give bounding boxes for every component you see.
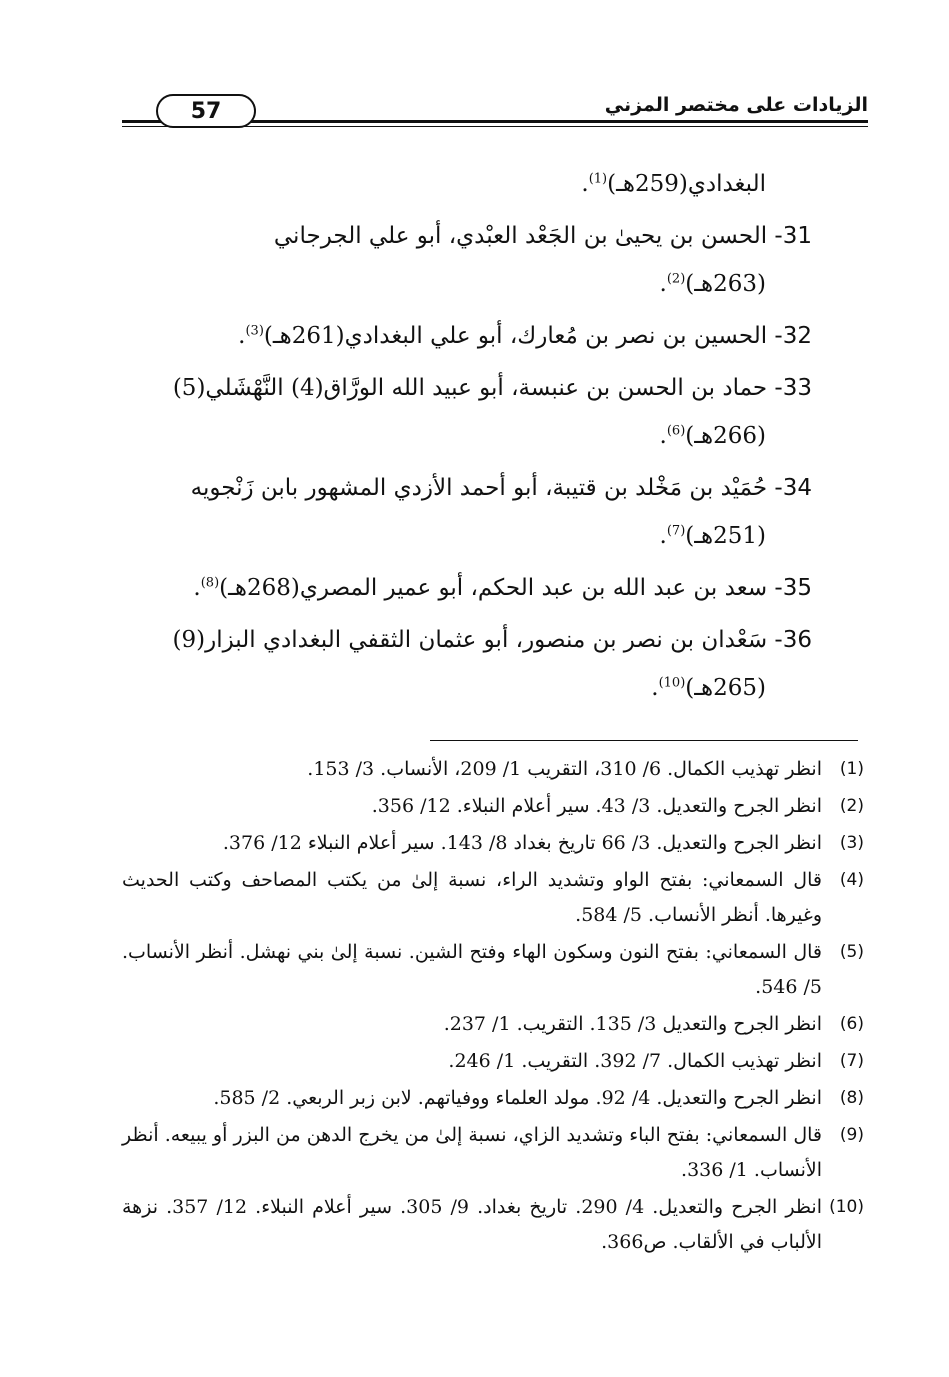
entry-36: 36- سَعْدان بن نصر بن منصور، أبو عثمان الثقفي البغدادي البزار(9) (265هـ)$^{(10)}$. bbox=[172, 627, 812, 701]
footnote-3: (3) انظر الجرح والتعديل. 3/ 66 تاريخ بغداد 8/ 143. سير أعلام النبلاء 12/ 376. bbox=[222, 832, 864, 854]
footnote-4: (4) قال السمعاني: بفتح الواو وتشديد الراء، نسبة إلىٰ من يكتب المصاحف وكتب الحديث وغيرها. أنظر الأنساب. 5/ 584. bbox=[122, 869, 864, 926]
entry-continuation: البغدادي(259هـ)$^{(1)}$. bbox=[581, 171, 766, 197]
footnote-10: (10) انظر الجرح والتعديل. 4/ 290. تاريخ بغداد. 9/ 305. سير أعلام النبلاء. 12/ 357. نزهة الألباب في الألقاب. ص366. bbox=[122, 1196, 864, 1253]
footnote-1: (1) انظر تهذيب الكمال. 6/ 310، التقريب 1/ 209، الأنساب. 3/ 153. bbox=[307, 758, 864, 780]
entry-33: 33- حماد بن الحسن بن عنبسة، أبو عبيد الله الورَّاق(4) النَّهْشَلي(5) (266هـ)$^{(6)}$. bbox=[172, 375, 812, 449]
entry-35: 35- سعد بن عبد الله بن عبد الحكم، أبو عمير المصري(268هـ)$^{(8)}$. bbox=[193, 575, 812, 601]
footnote-divider bbox=[430, 740, 858, 741]
footnote-8: (8) انظر الجرح والتعديل. 4/ 92. مولد العلماء ووفياتهم. لابن زبر الربعي. 2/ 585. bbox=[213, 1087, 864, 1109]
footnotes bbox=[122, 752, 864, 1262]
main-text bbox=[122, 160, 812, 716]
entry-31: 31- الحسن بن يحيىٰ بن الجَعْد العبْدي، أبو علي الجرجاني (263هـ)$^{(2)}$. bbox=[273, 223, 812, 297]
page-number: 57 bbox=[156, 94, 256, 128]
entry-34: 34- حُمَيْد بن مَخْلد بن قتيبة، أبو أحمد الأزدي المشهور بابن زَنْجويه (251هـ)$^{(7)}$. bbox=[190, 475, 812, 549]
page-header bbox=[122, 92, 868, 132]
entry-32: 32- الحسين بن نصر بن مُعارك، أبو علي البغدادي(261هـ)$^{(3)}$. bbox=[238, 323, 812, 349]
footnote-6: (6) انظر الجرح والتعديل 3/ 135. التقريب. 1/ 237. bbox=[443, 1013, 864, 1035]
footnote-2: (2) انظر الجرح والتعديل. 3/ 43. سير أعلام النبلاء. 12/ 356. bbox=[371, 795, 864, 817]
footnote-9: (9) قال السمعاني: بفتح الباء وتشديد الزاي، نسبة إلىٰ من يخرج الدهن من البزر أو يبيعه. أنظر الأنساب. 1/ 336. bbox=[122, 1124, 864, 1181]
footnote-5: (5) قال السمعاني: بفتح النون وسكون الهاء وفتح الشين. نسبة إلىٰ بني نهشل. أنظر الأنساب. 5/ 546. bbox=[122, 941, 864, 998]
book-title: الزيادات على مختصر المزني bbox=[597, 92, 868, 118]
footnote-7: (7) انظر تهذيب الكمال. 7/ 392. التقريب. 1/ 246. bbox=[448, 1050, 864, 1072]
